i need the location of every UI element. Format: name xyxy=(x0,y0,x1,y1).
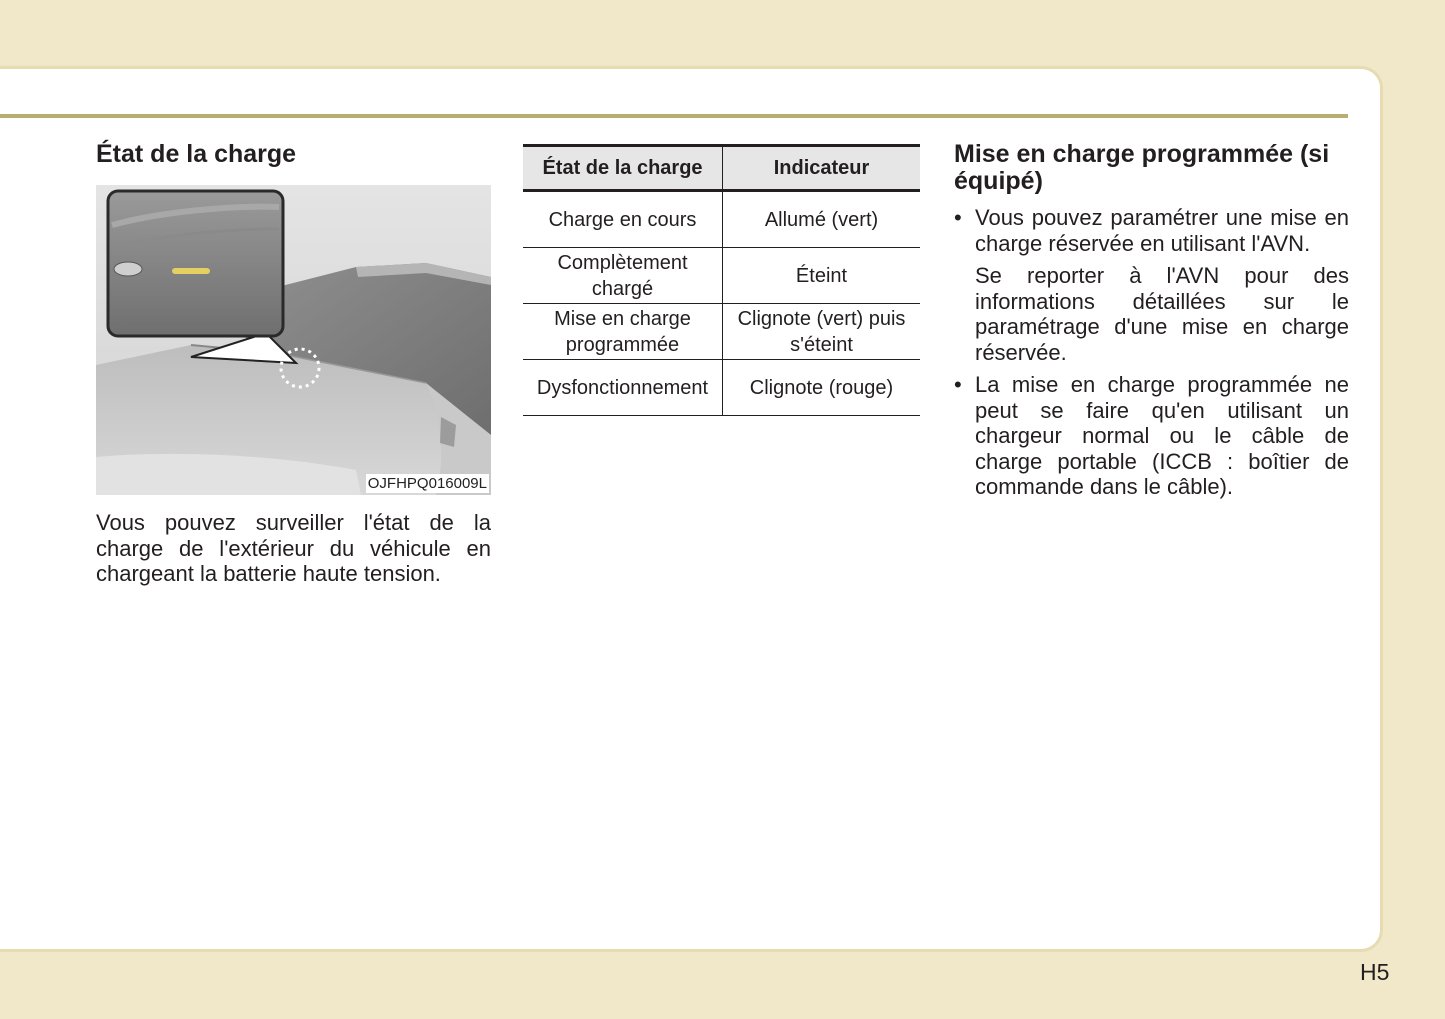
table-cell-indicator: Clignote (vert) puis s'éteint xyxy=(723,304,921,360)
vehicle-illustration xyxy=(96,185,491,495)
charge-status-paragraph: Vous pouvez surveiller l'état de la charge de l'extérieur du véhicule en chargeant la batterie haute tension. xyxy=(96,510,491,586)
table-row xyxy=(523,304,920,360)
charge-status-table xyxy=(523,144,920,416)
page-number: H5 xyxy=(1360,959,1390,985)
table-cell-state: Complètement chargé xyxy=(523,248,723,304)
header-charge-state: État de la charge xyxy=(523,146,723,191)
table-row xyxy=(523,248,920,304)
list-item xyxy=(954,372,1349,500)
section-heading-charge-status: État de la charge xyxy=(96,140,297,168)
header-rule xyxy=(0,114,1348,118)
section-heading-scheduled-charging: Mise en charge programmée (si équipé) xyxy=(954,140,1330,195)
bullet-icon: • xyxy=(954,205,962,230)
table-row xyxy=(523,360,920,416)
bullet-paragraph: La mise en charge programmée ne peut se faire qu'en utilisant un chargeur normal ou le câble de charge portable (ICCB : boîtier de commande dans le câble). xyxy=(975,372,1349,499)
bullet-paragraph: Se reporter à l'AVN pour des informations détaillées sur le paramétrage d'une mise en charge réservée. xyxy=(975,263,1349,365)
bullet-paragraph: Vous pouvez paramétrer une mise en charge réservée en utilisant l'AVN. xyxy=(975,205,1349,256)
header-indicator: Indicateur xyxy=(723,146,921,191)
table-cell-state: Mise en charge programmée xyxy=(523,304,723,360)
table-header-row xyxy=(523,146,920,191)
table-cell-state: Dysfonctionnement xyxy=(523,360,723,416)
scheduled-charging-bullets xyxy=(954,205,1349,507)
figure-code: OJFHPQ016009L xyxy=(367,475,487,492)
car-hood-indicator-illustration xyxy=(96,185,491,495)
table-row xyxy=(523,191,920,248)
table-cell-indicator: Clignote (rouge) xyxy=(723,360,921,416)
list-item xyxy=(954,205,1349,365)
table-cell-state: Charge en cours xyxy=(523,191,723,248)
table-cell-indicator: Éteint xyxy=(723,248,921,304)
bullet-icon: • xyxy=(954,372,962,397)
table-cell-indicator: Allumé (vert) xyxy=(723,191,921,248)
